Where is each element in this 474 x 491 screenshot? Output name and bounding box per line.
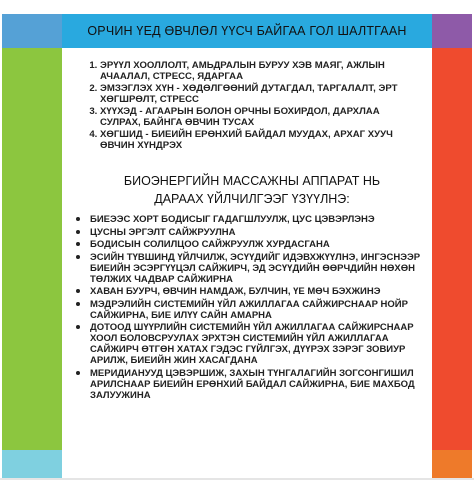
header-banner [62, 14, 432, 48]
bullet-icon [76, 255, 80, 259]
benefit-item [90, 227, 424, 238]
benefit-text: ДОТООД ШҮҮРЛИЙН СИСТЕМИЙН ҮЙЛ АЖИЛЛАГАА САЙЖИРСНААР ХООЛ БОЛОВСРУУЛАХ ЭРХТЭН СИСТЕМИЙН ҮЙЛ АЖИЛЛАГАА САЙЖИРЧ ӨТГӨН ХАТАХ ГЭДЭС ГҮЙЛГЭХ, ДҮҮРЭХ ЗЭРЭГ ЗОВИУР АРИЛЖ, БИЕИЙН ЖИН ХАСАГДАНА [90, 322, 414, 366]
subtitle-line-1: БИОЭНЕРГИЙН МАССАЖНЫ АППАРАТ НЬ [123, 174, 381, 188]
benefit-item [90, 239, 424, 250]
benefit-text: БОДИСЫН СОЛИЛЦОО САЙЖРУУЛЖ ХУРДАСГАНА [90, 239, 330, 250]
bullet-icon [76, 325, 80, 329]
benefit-text: МЭДРЭЛИЙН СИСТЕМИЙН ҮЙЛ АЖИЛЛАГАА САЙЖИРСНААР НОЙР САЙЖИРНА, БИЕ ИЛҮҮ САЙН АМАРНА [90, 298, 408, 321]
bullet-icon [76, 371, 80, 375]
cause-item: 3. ХҮҮХЭД - АГААРЫН БОЛОН ОРЧНЫ БОХИРДОЛ, ДАРХЛАА СУЛРАХ, БАЙНГА ӨВЧИН ТУСАХ [100, 106, 422, 128]
benefit-item [90, 299, 424, 321]
subtitle-line-2: ДАРААХ ҮЙЛЧИЛГЭЭГ ҮЗҮҮЛНЭ: [154, 192, 350, 206]
right-color-bar [432, 14, 472, 469]
cause-item: 4. ХӨГШИД - БИЕИЙН ЕРӨНХИЙ БАЙДАЛ МУУДАХ, АРХАГ ХУУЧ ӨВЧИН ХҮНДРЭХ [100, 129, 422, 151]
benefit-text: ЭСИЙН ТҮВШИНД ҮЙЛЧИЛЖ, ЭСҮҮДИЙГ ИДЭВХЖҮҮЛНЭ, ИНГЭСНЭЭР БИЕИЙН ЭСЭРГҮҮЦЭЛ САЙЖИРЧ, ЭД ЭСҮҮДИЙН ӨӨРЧДИЙН НӨХӨН ТӨЛЖИХ ЧАДВАР САЙЖИРНА [90, 251, 421, 285]
left-top-color-block [2, 14, 62, 48]
bullet-icon [76, 242, 80, 246]
benefit-item [90, 286, 424, 297]
bottom-divider [0, 478, 474, 480]
content-panel [62, 48, 432, 478]
benefit-text: ЦУСНЫ ЭРГЭЛТ САЙЖРУУЛНА [90, 226, 236, 238]
benefit-text: МЕРИДИАНУУД ЦЭВЭРШИЖ, ЗАХЫН ТҮНГАЛАГИЙН ЗОГСОНГИШИЛ АРИЛСНААР БИЕИЙН ЕРӨНХИЙ БАЙДАЛ САЙЖИРНА, БИЕ МАХБОД ЗАЛУУЖИНА [90, 367, 415, 401]
benefit-text: БИЕЭЭС ХОРТ БОДИСЫГ ГАДАГШЛУУЛЖ, ЦУС ЦЭВЭРЛЭНЭ [90, 214, 375, 225]
benefits-list [62, 214, 424, 402]
right-bottom-color-block [432, 450, 472, 478]
benefit-text: ХАВАН БУУРЧ, ӨВЧИН НАМДАЖ, БУЛЧИН, ҮЕ МӨЧ БЭХЖИНЭ [90, 286, 381, 297]
left-bottom-color-block [2, 450, 62, 478]
bullet-icon [76, 302, 80, 306]
bullet-icon [76, 230, 80, 234]
right-top-color-block [432, 14, 472, 48]
section-subtitle [102, 172, 402, 208]
causes-list [70, 60, 422, 152]
benefit-item [90, 322, 424, 366]
cause-item: 2. ЭМЗЭГЛЭХ ХҮН - ХӨДӨЛГӨӨНИЙ ДУТАГДАЛ, ТАРГАЛАЛТ, ЭРТ ХӨГШРӨЛТ, СТРЕСС [100, 83, 422, 105]
bullet-icon [76, 289, 80, 293]
benefit-item [90, 368, 424, 401]
cause-item: 1. ЭРҮҮЛ ХООЛЛОЛТ, АМЬДРАЛЫН БУРУУ ХЭВ МАЯГ, АЖЛЫН АЧААЛАЛ, СТРЕСС, ЯДАРГАА [100, 60, 422, 82]
left-color-bar [2, 14, 62, 469]
bullet-icon [76, 217, 80, 221]
header-title: ОРЧИН ҮЕД ӨВЧЛӨЛ ҮҮСЧ БАЙГАА ГОЛ ШАЛТГААН [87, 24, 407, 38]
benefit-item [90, 214, 424, 225]
benefit-item [90, 252, 424, 285]
